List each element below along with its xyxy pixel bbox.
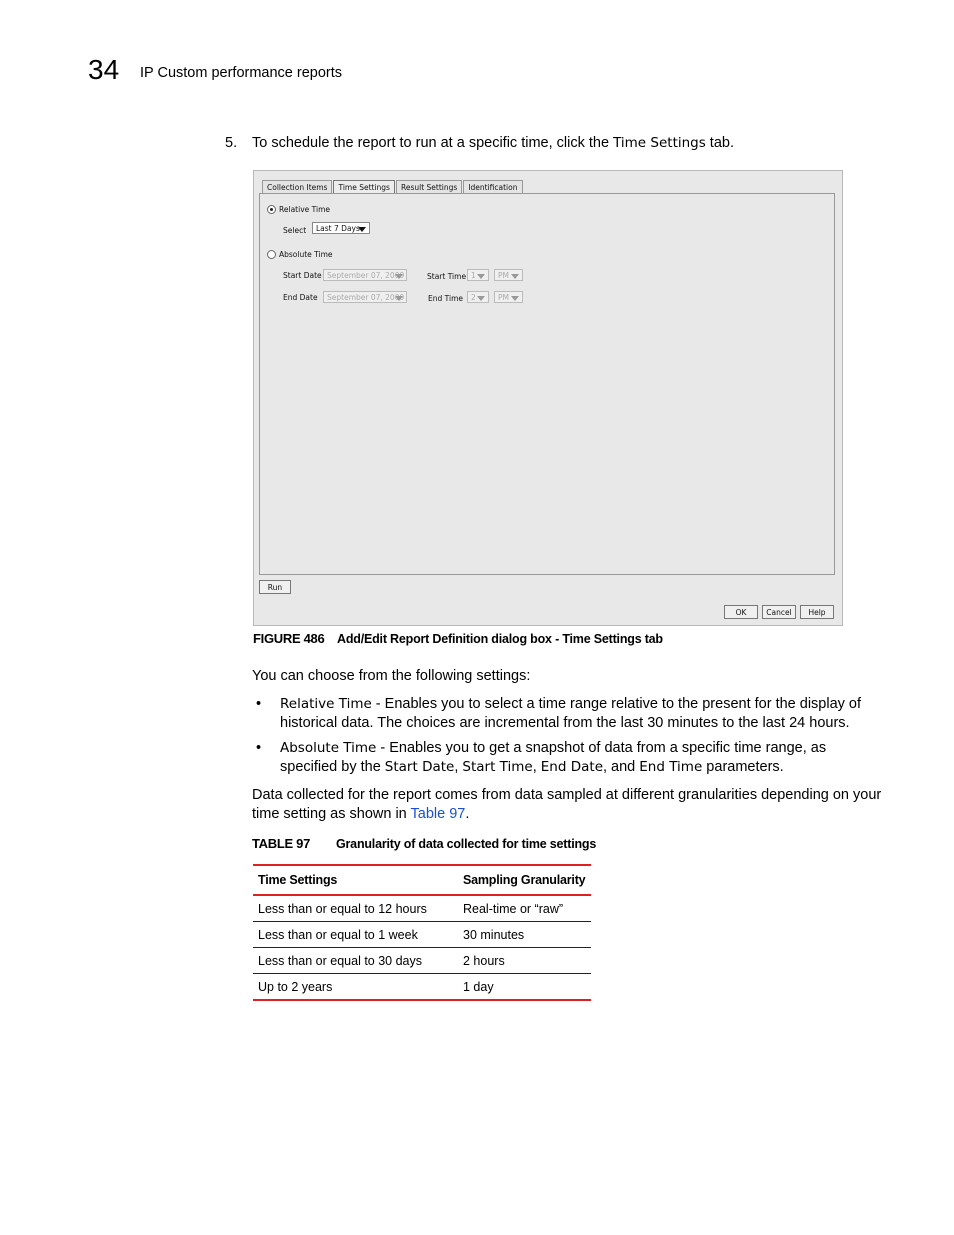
table-cell: Less than or equal to 1 week — [253, 922, 458, 948]
relative-time-radio[interactable] — [267, 205, 276, 214]
step-text-end: tab. — [705, 135, 734, 151]
table-97-link[interactable]: Table 97 — [410, 805, 466, 822]
table-title: Granularity of data collected for time settings — [336, 837, 597, 851]
start-time-hour-select[interactable] — [467, 269, 489, 281]
select-label: Select — [283, 226, 307, 235]
start-time-ampm-value: PM — [498, 271, 509, 280]
param-end-date: End Date — [540, 758, 603, 775]
chapter-title: IP Custom performance reports — [140, 65, 343, 81]
start-time-label: Start Time — [427, 272, 467, 281]
bullet-absolute-text: - Enables you to get a snapshot of data from a specific time range, as specified by the — [280, 740, 827, 775]
relative-time-select-value: Last 7 Days — [316, 224, 360, 233]
end-date-label: End Date — [283, 293, 318, 302]
end-time-ampm-select[interactable] — [494, 291, 523, 303]
table-row — [253, 895, 591, 922]
table-row — [253, 922, 591, 948]
help-button[interactable]: Help — [800, 605, 834, 619]
start-time-ampm-select[interactable] — [494, 269, 523, 281]
start-date-value: September 07, 2009 — [327, 271, 405, 280]
chevron-down-icon — [511, 296, 519, 301]
start-date-label: Start Date — [283, 271, 322, 280]
end-time-hour-select[interactable] — [467, 291, 489, 303]
granularity-text: Data collected for the report comes from data sampled at different granularities depending on your time setting as shown in — [252, 787, 882, 822]
end-time-hour-value: 2 — [471, 293, 476, 302]
tab-result-settings[interactable]: Result Settings — [396, 180, 462, 193]
start-time-hour-value: 1 — [471, 271, 476, 280]
bullet-absolute-time — [280, 739, 880, 776]
step-ui-term: Time Settings — [613, 135, 706, 151]
chevron-down-icon — [358, 227, 366, 232]
time-settings-panel — [259, 193, 835, 575]
end-time-label: End Time — [428, 294, 463, 303]
table-row — [253, 974, 591, 1001]
table-cell: Less than or equal to 30 days — [253, 948, 458, 974]
table-label: TABLE 97 — [252, 836, 311, 851]
intro-paragraph: You can choose from the following settings: — [252, 668, 531, 684]
sep: , — [532, 758, 541, 775]
period: . — [465, 805, 470, 822]
sep: , — [454, 758, 463, 775]
table-cell: Less than or equal to 12 hours — [253, 895, 458, 922]
figure-label: FIGURE 486 — [253, 631, 325, 646]
step-5 — [225, 135, 734, 151]
end-date-value: September 07, 2009 — [327, 293, 405, 302]
header-sampling-granularity: Sampling Granularity — [458, 865, 591, 895]
table-cell: 1 day — [458, 974, 591, 1001]
param-start-date: Start Date — [384, 758, 455, 775]
chevron-down-icon — [511, 274, 519, 279]
chevron-down-icon — [477, 274, 485, 279]
figure-caption — [253, 631, 663, 646]
run-button[interactable]: Run — [259, 580, 291, 594]
table-cell: 30 minutes — [458, 922, 591, 948]
ok-button[interactable]: OK — [724, 605, 758, 619]
granularity-paragraph — [252, 786, 882, 823]
end-date-select[interactable] — [323, 291, 407, 303]
end-time-ampm-value: PM — [498, 293, 509, 302]
param-end-time: End Time — [639, 758, 703, 775]
bullet-relative-text: - Enables you to select a time range relative to the present for the display of historical data. The choices are incremental from the last 30 minutes to the last 24 hours. — [280, 696, 862, 731]
step-text: To schedule the report to run at a specific time, click the — [252, 135, 614, 151]
bullet-relative-time — [280, 695, 880, 732]
granularity-table — [253, 864, 591, 1001]
step-number: 5. — [225, 135, 238, 151]
chapter-number: 34 — [88, 54, 120, 85]
table-header-row — [253, 865, 591, 895]
tab-bar — [262, 180, 524, 193]
table-cell: Up to 2 years — [253, 974, 458, 1001]
relative-time-select[interactable] — [312, 222, 370, 234]
table-caption — [252, 836, 596, 851]
dialog-screenshot — [253, 170, 843, 626]
chevron-down-icon — [395, 274, 403, 279]
bullet-dot: • — [256, 696, 262, 712]
chevron-down-icon — [395, 296, 403, 301]
absolute-time-label: Absolute Time — [279, 250, 333, 259]
chevron-down-icon — [477, 296, 485, 301]
table-cell: 2 hours — [458, 948, 591, 974]
table-row — [253, 948, 591, 974]
start-date-select[interactable] — [323, 269, 407, 281]
table-cell: Real-time or “raw” — [458, 895, 591, 922]
tab-collection-items[interactable]: Collection Items — [262, 180, 332, 193]
figure-title: Add/Edit Report Definition dialog box - Time Settings tab — [337, 632, 663, 646]
tab-identification[interactable]: Identification — [463, 180, 522, 193]
bullet-dot: • — [256, 740, 262, 756]
term-absolute-time: Absolute Time — [280, 740, 377, 756]
absolute-time-radio[interactable] — [267, 250, 276, 259]
sep: , and — [603, 758, 640, 775]
term-relative-time: Relative Time — [280, 696, 372, 712]
header-time-settings: Time Settings — [253, 865, 458, 895]
param-start-time: Start Time — [462, 758, 533, 775]
relative-time-label: Relative Time — [279, 205, 330, 214]
tab-time-settings[interactable]: Time Settings — [333, 180, 395, 195]
cancel-button[interactable]: Cancel — [762, 605, 796, 619]
bullet-absolute-text-end: parameters. — [702, 758, 784, 775]
